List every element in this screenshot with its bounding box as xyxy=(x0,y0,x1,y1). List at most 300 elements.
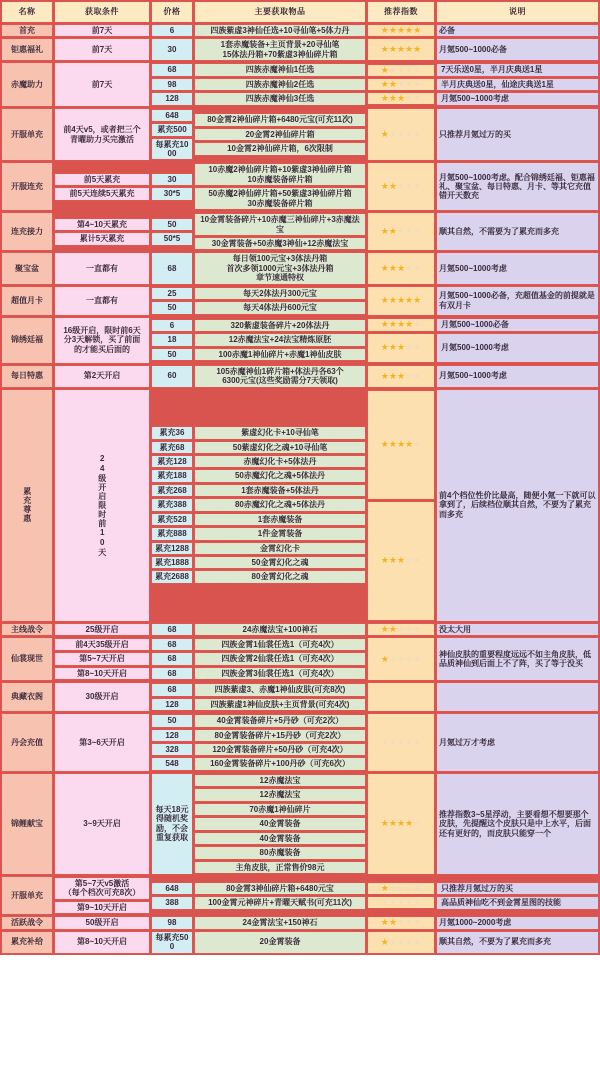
row-condition-cell: 前4天35级开启 xyxy=(54,638,150,651)
star-filled-icon: ★ xyxy=(380,883,389,894)
star-empty-icon: ★ xyxy=(405,555,414,565)
star-filled-icon: ★ xyxy=(380,917,389,928)
star-empty-icon: ★ xyxy=(388,64,397,75)
row-price-cell: 6 xyxy=(151,319,193,332)
row-name-cell: 丹会充值 xyxy=(1,713,53,772)
star-filled-icon: ★ xyxy=(388,319,397,330)
row-item-cell-group xyxy=(194,286,366,316)
row-price-cell: 25 xyxy=(151,287,193,300)
star-filled-icon: ★ xyxy=(380,64,389,75)
note-cell: 月氪500~1000必备 xyxy=(436,318,599,332)
row-condition-cell: 第3~6天开启 xyxy=(54,713,150,772)
note-cell: 月氪500~1000考虑 xyxy=(436,333,599,363)
note-cell-group xyxy=(436,317,599,364)
note-cell: 没太大用 xyxy=(436,623,599,636)
rating-stars xyxy=(370,182,432,191)
row-condition-cell: 前7天 xyxy=(54,38,150,61)
star-filled-icon: ★ xyxy=(405,319,414,330)
star-filled-icon: ★ xyxy=(405,25,414,36)
row-price-cell: 累充188 xyxy=(151,469,193,482)
row-item-cell: 10金霄装备碎片+10赤魔三神仙碎片+3赤魔法宝 xyxy=(194,213,366,236)
rating-stars xyxy=(370,372,432,381)
row-price-cell-group xyxy=(151,713,193,772)
star-filled-icon: ★ xyxy=(388,370,397,381)
rating-stars xyxy=(370,655,432,664)
row-price-cell: 68 xyxy=(151,683,193,696)
row-price-cell: 548 xyxy=(151,757,193,770)
row-item-cell: 1套赤魔装备+主页背景+20寻仙笔 15体法丹箱+70紫虚3神仙碎片箱 xyxy=(194,38,366,61)
star-empty-icon: ★ xyxy=(405,263,414,274)
note-cell: 月氪500~1000考虑 xyxy=(436,252,599,284)
row-price-cell: 648 xyxy=(151,109,193,122)
star-empty-icon: ★ xyxy=(405,129,414,139)
star-empty-icon: ★ xyxy=(413,181,422,192)
star-empty-icon: ★ xyxy=(413,92,422,103)
row-name-cell xyxy=(1,389,53,622)
table-row xyxy=(1,876,599,915)
row-condition-cell: 前5天累充 xyxy=(54,173,150,186)
table-row xyxy=(1,931,599,954)
row-price-cell: 累充1288 xyxy=(151,542,193,555)
rating-stars xyxy=(370,80,432,89)
row-item-cell: 50赤魔2神仙碎片箱+50紫虚3神仙碎片箱 30赤魔装备碎片箱 xyxy=(194,187,366,210)
row-item-cell: 四族金霄1仙裳任选1（可充4次） xyxy=(194,638,366,651)
star-filled-icon: ★ xyxy=(396,25,406,36)
row-item-cell: 80金霄装备碎片+15丹砂（可充2次） xyxy=(194,729,366,742)
rating-cell xyxy=(367,501,435,621)
row-price-cell: 30 xyxy=(151,173,193,186)
table-row xyxy=(1,162,599,211)
row-item-cell: 80金霄2神仙碎片箱+6480元宝(可充11次) xyxy=(194,113,366,126)
table-body xyxy=(1,24,599,954)
row-price-cell: 50 xyxy=(151,218,193,231)
table-row xyxy=(1,62,599,106)
row-item-cell-group xyxy=(194,637,366,681)
row-item-cell-group xyxy=(194,713,366,772)
star-empty-icon: ★ xyxy=(405,883,414,894)
row-price-cell: 128 xyxy=(151,729,193,742)
rating-cell xyxy=(367,286,435,316)
rating-cell xyxy=(367,882,435,895)
row-price-cell: 68 xyxy=(151,652,193,665)
row-price-cell: 6 xyxy=(151,24,193,37)
star-empty-icon: ★ xyxy=(413,370,422,381)
table-header-row xyxy=(1,1,599,23)
row-name-cell: 活跃战令 xyxy=(1,916,53,929)
note-cell: 半月庆典送0星，仙途庆典送1星 xyxy=(436,78,599,91)
star-empty-icon: ★ xyxy=(413,653,422,664)
rating-stars xyxy=(370,66,432,75)
rating-stars xyxy=(370,918,432,927)
row-price-cell: 每累充1000 xyxy=(151,138,193,161)
row-price-cell: 50*5 xyxy=(151,232,193,245)
star-empty-icon: ★ xyxy=(396,653,406,664)
rating-stars xyxy=(370,227,432,236)
row-condition-cell: 第8~10天开启 xyxy=(54,931,150,954)
row-item-cell: 四族紫虚1神仙皮肤+主页背景(可充4次) xyxy=(194,698,366,711)
table-row xyxy=(1,682,599,712)
row-item-cell-group xyxy=(194,682,366,712)
row-item-cell-group xyxy=(194,876,366,915)
star-empty-icon: ★ xyxy=(396,936,406,947)
row-item-cell: 20金霄装备 xyxy=(194,931,366,954)
table-row xyxy=(1,286,599,316)
star-filled-icon: ★ xyxy=(396,818,406,829)
row-name-cell: 累充补给 xyxy=(1,931,53,954)
rating-stars xyxy=(370,898,432,907)
row-price-cell: 68 xyxy=(151,667,193,680)
row-price-cell: 30*5 xyxy=(151,187,193,200)
star-empty-icon: ★ xyxy=(388,653,397,664)
row-item-cell: 30金霄装备+50赤魔3神仙+12赤魔法宝 xyxy=(194,237,366,250)
rating-cell-group xyxy=(367,389,435,622)
star-filled-icon: ★ xyxy=(405,295,414,306)
row-price-cell-group xyxy=(151,637,193,681)
rating-cell xyxy=(367,916,435,929)
row-item-cell: 40金霄装备碎片+5丹砂（可充2次） xyxy=(194,714,366,727)
row-item-cell: 每天2体法丹300元宝 xyxy=(194,287,366,300)
star-empty-icon: ★ xyxy=(380,897,389,908)
star-empty-icon: ★ xyxy=(413,936,422,947)
row-condition-cell-group xyxy=(54,162,150,211)
rating-cell xyxy=(367,24,435,37)
table-row xyxy=(1,24,599,37)
row-price-cell: 68 xyxy=(151,623,193,636)
row-condition-label: 24级开启限时前10天 xyxy=(97,453,107,557)
row-price-cell: 128 xyxy=(151,698,193,711)
row-item-cell: 赤魔幻化卡+5体法丹 xyxy=(194,455,366,468)
table-row xyxy=(1,389,599,622)
row-price-cell: 98 xyxy=(151,916,193,929)
row-condition-cell: 累计5天累充 xyxy=(54,232,150,245)
table-row xyxy=(1,773,599,875)
star-empty-icon: ★ xyxy=(405,226,414,237)
note-cell: 月氪过万才考虑 xyxy=(436,713,599,772)
row-price-cell: 累充388 xyxy=(151,498,193,511)
star-empty-icon: ★ xyxy=(396,181,406,192)
row-price-cell-group xyxy=(151,62,193,106)
row-item-cell: 四族赤魔神仙3任选 xyxy=(194,92,366,105)
star-filled-icon: ★ xyxy=(396,370,406,381)
row-price-cell: 累充268 xyxy=(151,484,193,497)
rating-cell xyxy=(367,108,435,162)
star-empty-icon: ★ xyxy=(388,936,397,947)
row-item-cell: 紫虚幻化卡+10寻仙笔 xyxy=(194,426,366,439)
row-item-cell: 金霄幻化卡 xyxy=(194,542,366,555)
row-item-cell: 100赤魔1神仙碎片+赤魔1神仙皮肤 xyxy=(194,348,366,361)
star-empty-icon: ★ xyxy=(413,917,422,928)
note-cell: 神仙皮肤的重要程度远远不如主角皮肤，低品质神仙到后面上不了阵，买了等于没买 xyxy=(436,637,599,681)
row-condition-cell: 第5~7天开启 xyxy=(54,652,150,665)
row-price-cell: 累充68 xyxy=(151,441,193,454)
row-item-cell: 四族赤魔神仙2任选 xyxy=(194,78,366,91)
star-filled-icon: ★ xyxy=(396,263,406,274)
star-empty-icon: ★ xyxy=(396,737,406,747)
star-empty-icon: ★ xyxy=(405,64,414,75)
row-condition-cell: 16级开启，限时前6天 分3天解锁，买了前面 的才能买后面的 xyxy=(54,317,150,364)
note-cell: 前4个档位性价比最高，随便小氪一下就可以拿到了，后续档位顺其自然，不要为了累充而多充 xyxy=(436,389,599,622)
star-filled-icon: ★ xyxy=(388,44,397,55)
row-price-cell: 18 xyxy=(151,333,193,346)
star-filled-icon: ★ xyxy=(380,181,389,192)
note-cell: 必备 xyxy=(436,24,599,37)
rating-stars xyxy=(370,320,432,329)
row-item-cell: 12赤魔法宝+24法宝精炼原胚 xyxy=(194,333,366,346)
row-price-cell: 68 xyxy=(151,638,193,651)
star-filled-icon: ★ xyxy=(380,226,389,237)
rating-cell-group xyxy=(367,876,435,915)
rating-cell xyxy=(367,318,435,332)
star-empty-icon: ★ xyxy=(405,342,414,353)
note-cell: 顺其自然，不要为了累充而多充 xyxy=(436,931,599,954)
star-filled-icon: ★ xyxy=(388,263,397,274)
column-header-name: 名称 xyxy=(1,1,53,23)
row-price-cell: 68 xyxy=(151,63,193,76)
table-row xyxy=(1,317,599,364)
star-empty-icon: ★ xyxy=(413,226,422,237)
star-empty-icon: ★ xyxy=(388,737,397,747)
row-price-cell: 每累充500 xyxy=(151,931,193,954)
row-condition-cell: 25级开启 xyxy=(54,623,150,636)
star-empty-icon: ★ xyxy=(413,64,422,75)
rating-cell xyxy=(367,162,435,211)
table-row xyxy=(1,713,599,772)
star-empty-icon: ★ xyxy=(405,653,414,664)
row-price-cell: 30 xyxy=(151,38,193,61)
star-empty-icon: ★ xyxy=(405,623,414,634)
star-empty-icon: ★ xyxy=(413,897,422,908)
star-filled-icon: ★ xyxy=(396,44,406,55)
rating-stars xyxy=(370,130,432,139)
row-price-cell-group xyxy=(151,286,193,316)
row-item-cell: 12赤魔法宝 xyxy=(194,788,366,801)
row-condition-cell-group xyxy=(54,637,150,681)
star-empty-icon: ★ xyxy=(413,818,422,829)
star-empty-icon: ★ xyxy=(396,78,406,89)
star-filled-icon: ★ xyxy=(396,92,406,103)
row-item-cell: 120金霄装备碎片+50丹砂（可充4次） xyxy=(194,743,366,756)
star-filled-icon: ★ xyxy=(396,439,406,449)
star-empty-icon: ★ xyxy=(396,129,406,139)
star-filled-icon: ★ xyxy=(380,25,389,36)
row-price-cell: 68 xyxy=(151,252,193,284)
row-condition-cell-group xyxy=(54,876,150,915)
row-item-cell: 105赤魔神仙1碎片箱+体法丹各63个 6300元宝(这些奖励需分7天领取) xyxy=(194,365,366,388)
row-item-cell: 10赤魔2神仙碎片箱+10紫虚3神仙碎片箱 10赤魔装备碎片箱 xyxy=(194,163,366,186)
rating-stars xyxy=(370,26,432,35)
row-price-cell-group xyxy=(151,389,193,622)
star-filled-icon: ★ xyxy=(413,295,422,306)
star-filled-icon: ★ xyxy=(380,263,389,274)
row-name-cell: 主线战令 xyxy=(1,623,53,636)
row-condition-cell: 前7天 xyxy=(54,24,150,37)
star-filled-icon: ★ xyxy=(396,555,406,565)
star-filled-icon: ★ xyxy=(380,78,389,89)
row-item-cell: 每日领100元宝+3体法丹箱 首次多领1000元宝+3体法丹箱 章节速通特权 xyxy=(194,252,366,284)
row-item-cell: 40金霄装备 xyxy=(194,817,366,830)
star-empty-icon: ★ xyxy=(413,737,422,747)
rating-cell xyxy=(367,212,435,251)
row-name-cell: 钜惠福礼 xyxy=(1,38,53,61)
row-price-cell-group xyxy=(151,317,193,364)
row-item-cell-group xyxy=(194,389,366,622)
star-empty-icon: ★ xyxy=(388,883,397,894)
rating-stars xyxy=(370,343,432,352)
row-price-cell: 50 xyxy=(151,348,193,361)
row-item-cell: 1件金霄装备 xyxy=(194,527,366,540)
row-item-cell: 100金霄元神碎片+青曜天赋书(可充11次) xyxy=(194,896,366,909)
star-filled-icon: ★ xyxy=(380,439,389,449)
row-price-cell: 累充888 xyxy=(151,527,193,540)
note-cell: 月氪500~1000考虑 xyxy=(436,92,599,105)
row-name-label: 累充尊惠 xyxy=(22,487,32,523)
star-empty-icon: ★ xyxy=(405,936,414,947)
table-row xyxy=(1,637,599,681)
row-name-cell: 仙裳现世 xyxy=(1,637,53,681)
note-cell xyxy=(436,682,599,712)
row-price-cell-group xyxy=(151,212,193,251)
star-filled-icon: ★ xyxy=(388,439,397,449)
star-empty-icon: ★ xyxy=(405,370,414,381)
row-price-cell: 60 xyxy=(151,365,193,388)
rating-cell xyxy=(367,390,435,500)
star-empty-icon: ★ xyxy=(405,92,414,103)
row-condition-cell: 3~9天开启 xyxy=(54,773,150,875)
star-filled-icon: ★ xyxy=(380,129,389,139)
row-item-cell-group xyxy=(194,317,366,364)
star-empty-icon: ★ xyxy=(388,129,397,139)
table-row xyxy=(1,365,599,388)
row-name-cell: 首充 xyxy=(1,24,53,37)
note-cell: 月氪500~1000考虑。配合锦绣廷福、钜惠福礼、聚宝盆、每日特惠、月卡、等其它充值错开天数充 xyxy=(436,162,599,211)
star-filled-icon: ★ xyxy=(380,370,389,381)
star-filled-icon: ★ xyxy=(380,44,389,55)
row-price-cell-group xyxy=(151,108,193,162)
note-cell: 7天乐送0星，半月庆典送1星 xyxy=(436,63,599,76)
star-empty-icon: ★ xyxy=(413,78,422,89)
row-condition-cell: 第8~10天开启 xyxy=(54,667,150,680)
note-cell-group xyxy=(436,62,599,106)
star-empty-icon: ★ xyxy=(388,897,397,908)
star-empty-icon: ★ xyxy=(413,263,422,274)
table-row xyxy=(1,252,599,284)
row-item-cell: 80金霄3神仙碎片箱+6480元宝 xyxy=(194,882,366,895)
star-filled-icon: ★ xyxy=(396,342,406,353)
star-filled-icon: ★ xyxy=(396,319,406,330)
row-condition-cell: 前7天 xyxy=(54,62,150,106)
row-item-cell: 四族紫虚3神仙任选+10寻仙笔+5体力丹 xyxy=(194,24,366,37)
row-price-cell-group xyxy=(151,876,193,915)
row-item-cell: 320紫虚装备碎片+20体法丹 xyxy=(194,319,366,332)
row-condition-cell-group xyxy=(54,212,150,251)
note-cell: 月氪1000~2000考虑 xyxy=(436,916,599,929)
row-item-cell: 80赤魔幻化之魂+5体法丹 xyxy=(194,498,366,511)
star-filled-icon: ★ xyxy=(380,555,389,565)
rating-cell-group xyxy=(367,317,435,364)
star-empty-icon: ★ xyxy=(396,897,406,908)
row-price-cell: 128 xyxy=(151,92,193,105)
row-price-cell-group xyxy=(151,682,193,712)
row-name-cell: 每日特惠 xyxy=(1,365,53,388)
row-item-cell: 四族紫虚3、赤魔1神仙皮肤(可充8次) xyxy=(194,683,366,696)
note-cell: 高品质神仙吃不到金霄星图的技能 xyxy=(436,896,599,909)
rating-stars xyxy=(370,819,432,828)
row-item-cell: 50赤魔幻化之魂+5体法丹 xyxy=(194,469,366,482)
star-filled-icon: ★ xyxy=(380,342,389,353)
row-name-cell: 赤魔助力 xyxy=(1,62,53,106)
row-price-cell: 388 xyxy=(151,896,193,909)
row-item-cell: 四族赤魔神仙1任选 xyxy=(194,63,366,76)
table-header xyxy=(1,1,599,23)
star-empty-icon: ★ xyxy=(405,897,414,908)
rating-stars xyxy=(370,440,432,449)
rating-cell xyxy=(367,333,435,363)
star-filled-icon: ★ xyxy=(380,295,389,306)
rating-cell xyxy=(367,637,435,681)
row-price-cell: 累充2688 xyxy=(151,570,193,583)
row-item-cell: 1套赤魔装备+5体法丹 xyxy=(194,484,366,497)
star-filled-icon: ★ xyxy=(380,653,389,664)
rating-cell xyxy=(367,623,435,636)
row-price-cell: 累充528 xyxy=(151,513,193,526)
row-condition-cell: 第2天开启 xyxy=(54,365,150,388)
row-price-cell: 累充1888 xyxy=(151,556,193,569)
column-header-items: 主要获取物品 xyxy=(194,1,366,23)
rating-cell xyxy=(367,713,435,772)
star-filled-icon: ★ xyxy=(405,439,414,449)
star-filled-icon: ★ xyxy=(388,226,397,237)
row-name-cell: 连充接力 xyxy=(1,212,53,251)
rating-stars xyxy=(370,556,432,565)
row-item-cell: 40金霄装备 xyxy=(194,832,366,845)
rating-stars xyxy=(370,94,432,103)
table-row xyxy=(1,623,599,636)
row-name-cell: 锦绣廷福 xyxy=(1,317,53,364)
star-empty-icon: ★ xyxy=(396,883,406,894)
star-filled-icon: ★ xyxy=(388,555,397,565)
star-empty-icon: ★ xyxy=(380,737,389,747)
star-filled-icon: ★ xyxy=(388,342,397,353)
star-empty-icon: ★ xyxy=(405,78,414,89)
rating-stars xyxy=(370,45,432,54)
row-condition-cell: 50级开启 xyxy=(54,916,150,929)
rating-cell xyxy=(367,78,435,91)
row-item-cell: 80赤魔装备 xyxy=(194,846,366,859)
row-item-cell-group xyxy=(194,212,366,251)
row-item-cell: 24金霄法宝+150神石 xyxy=(194,916,366,929)
row-name-cell: 开服连充 xyxy=(1,162,53,211)
star-empty-icon: ★ xyxy=(413,883,422,894)
row-price-cell: 50 xyxy=(151,301,193,314)
rating-cell xyxy=(367,92,435,105)
rating-cell xyxy=(367,682,435,712)
note-cell: 顺其自然，不需要为了累充而多充 xyxy=(436,212,599,251)
star-empty-icon: ★ xyxy=(405,737,414,747)
rating-stars xyxy=(370,884,432,893)
row-price-cell: 50 xyxy=(151,714,193,727)
star-empty-icon: ★ xyxy=(413,342,422,353)
row-item-cell: 四族金霄3仙裳任选1（可充4次） xyxy=(194,667,366,680)
row-price-cell: 328 xyxy=(151,743,193,756)
row-price-cell: 648 xyxy=(151,882,193,895)
row-price-cell: 98 xyxy=(151,78,193,91)
rating-stars xyxy=(370,264,432,273)
rating-cell xyxy=(367,365,435,388)
rating-stars xyxy=(370,625,432,634)
row-name-cell: 开服单充 xyxy=(1,108,53,162)
star-filled-icon: ★ xyxy=(380,319,389,330)
row-name-cell: 典藏衣阁 xyxy=(1,682,53,712)
